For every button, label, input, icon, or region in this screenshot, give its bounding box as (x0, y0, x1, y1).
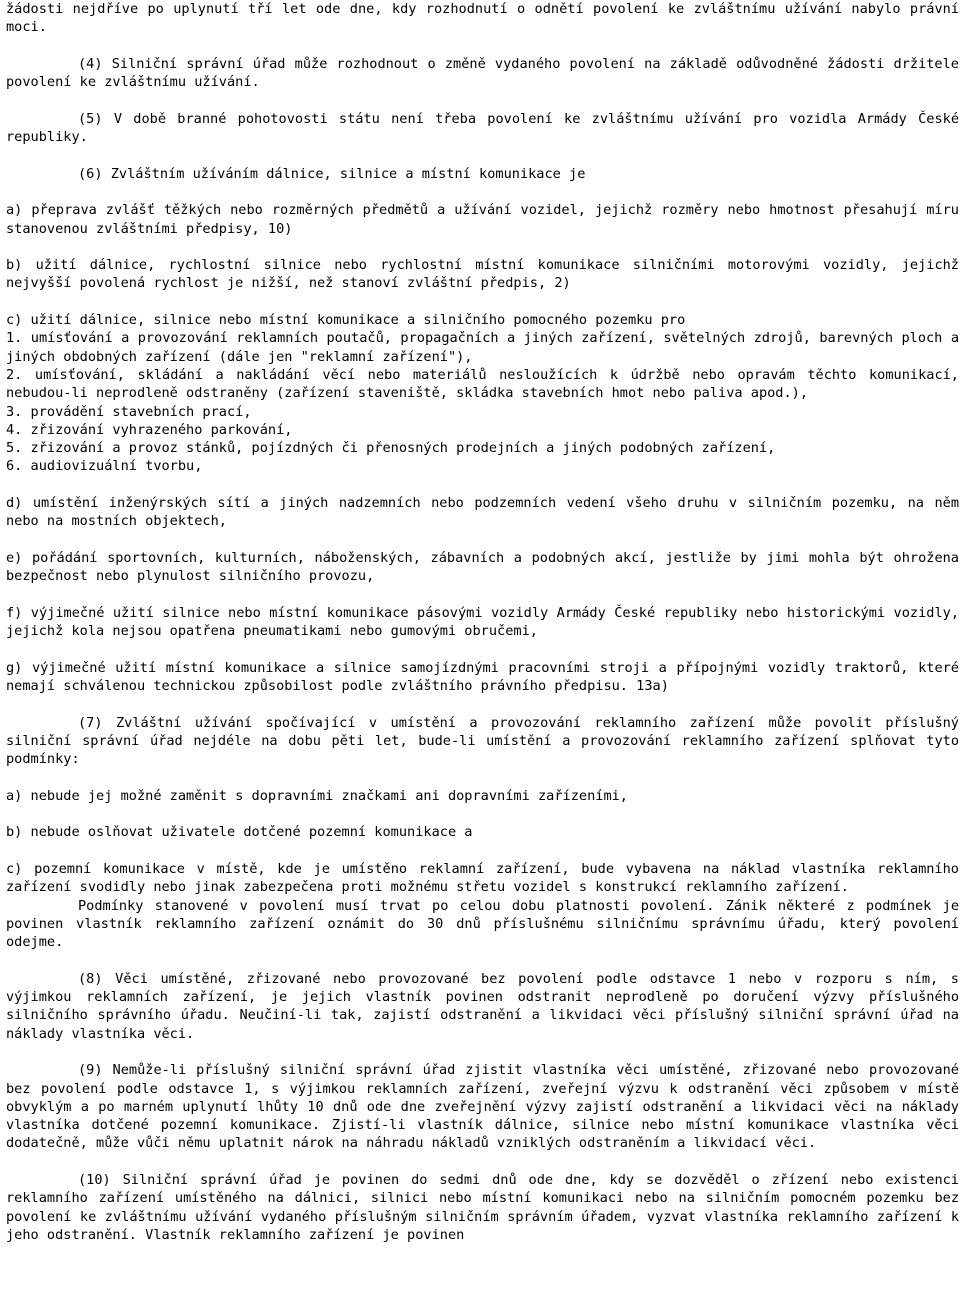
paragraph-8: 2. umísťování, skládání a nakládání věcí nebo materiálů nesloužících k údržbě nebo opravám těchto komunikací, nebudou-li neprodleně odstraněny (zařízení staveniště, skládka stavebních hmot nebo paliva apod.), (6, 366, 959, 402)
paragraph-7: 1. umísťování a provozování reklamních poutačů, propagačních a jiných zařízení, světelných zdrojů, barevných ploch a jiných obdobných zařízení (dále jen "reklamní zařízení"), (6, 330, 959, 365)
paragraph-23: (9) Nemůže-li příslušný silniční správní úřad zjistit vlastníka věci umístěné, zřizované nebo provozované bez povolení podle odstavce 1, s výjimkou reklamních zařízení, zveřejní výzvu k odstranění věci způsobem v místě obvyklým a po marném uplynutí lhůty 10 dnů ode dne zveřejnění výzvy zajistí odstranění a likvidaci věci na náklady vlastníka dotčené pozemní komunikace. Zjistí-li vlastník dálnice, silnice nebo místní komunikace vlastníka věci dodatečně, může vůči němu uplatnit nárok na náhradu nákladů vzniklých odstraněním a likvidací věci. (6, 1062, 959, 1152)
paragraph-13: d) umístění inženýrských sítí a jiných nadzemních nebo podzemních vedení všeho druhu v silničním pozemku, na něm nebo na mostních objektech, (6, 495, 959, 530)
paragraph-6: c) užití dálnice, silnice nebo místní komunikace a silničního pomocného pozemku pro (6, 312, 686, 329)
paragraph-16: g) výjimečné užití místní komunikace a silnice samojízdnými pracovními stroji a přípojnými vozidly traktorů, které nemají schválenou technickou způsobilost podle zvláštního právního předpisu. 13a) (6, 659, 959, 694)
paragraph-17: (7) Zvláštní užívání spočívající v umístění a provozování reklamního zařízení může povolit příslušný silniční správní úřad nejdéle na dobu pěti let, bude-li umístění a provozování reklamního zařízení splňovat tyto podmínky: (6, 714, 959, 768)
paragraph-15: f) výjimečné užití silnice nebo místní komunikace pásovými vozidly Armády České republiky nebo historickými vozidly, jejichž kola nejsou opatřena pneumatikami nebo gumovými obručemi, (6, 604, 959, 640)
paragraph-18: a) nebude jej možné zaměnit s dopravními značkami ani dopravními zařízeními, (6, 787, 628, 804)
paragraph-24: (10) Silniční správní úřad je povinen do sedmi dnů ode dne, kdy se dozvěděl o zřízení nebo existenci reklamního zařízení umístěného na dálnici, silnici nebo místní komunikaci nebo na silničním pomocném pozemku bez povolení ke zvláštnímu užívání vydaného příslušným silničním správním úřadem, vyzvat vlastníka reklamního zařízení k jeho odstranění. Vlastník reklamního zařízení je povinen (6, 1172, 959, 1243)
paragraph-11: 5. zřizování a provoz stánků, pojízdných či přenosných prodejních a jiných podobných zařízení, (6, 440, 776, 457)
paragraph-9: 3. provádění stavebních prací, (6, 403, 252, 420)
paragraph-12: 6. audiovizuální tvorbu, (6, 458, 203, 475)
paragraph-3: (6) Zvláštním užíváním dálnice, silnice a místní komunikace je (78, 165, 586, 182)
paragraph-2: (5) V době branné pohotovosti státu není třeba povolení ke zvláštnímu užívání pro vozidla Armády České republiky. (6, 110, 959, 146)
paragraph-10: 4. zřizování vyhrazeného parkování, (6, 421, 293, 438)
paragraph-4: a) přeprava zvlášť těžkých nebo rozměrných předmětů a užívání vozidel, jejichž rozměry nebo hmotnost přesahují míru stanovenou zvláštními předpisy, 10) (6, 202, 959, 237)
paragraph-1: (4) Silniční správní úřad může rozhodnout o změně vydaného povolení na základě odůvodněné žádosti držitele povolení ke zvláštnímu užívání. (6, 55, 959, 91)
paragraph-20: c) pozemní komunikace v místě, kde je umístěno reklamní zařízení, bude vybavena na náklad vlastníka reklamního zařízení svodidly nebo jinak zabezpečena proti možnému střetu vozidel s konstrukcí reklamního zařízení. (6, 860, 959, 896)
paragraph-5: b) užití dálnice, rychlostní silnice nebo rychlostní místní komunikace silničními motorovými vozidly, jejichž nejvyšší povolená rychlost je nižší, než stanoví zvláštní předpis, 2) (6, 257, 959, 292)
paragraph-19: b) nebude oslňovat uživatele dotčené pozemní komunikace a (6, 824, 473, 841)
paragraph-14: e) pořádání sportovních, kulturních, náboženských, zábavních a podobných akcí, jestliže by jimi mohla být ohrožena bezpečnost nebo plynulost silničního provozu, (6, 549, 959, 585)
document-body (6, 0, 959, 1244)
paragraph-22: (8) Věci umístěné, zřizované nebo provozované bez povolení podle odstavce 1 nebo v rozporu s ním, s výjimkou reklamních zařízení, je jejich vlastník povinen odstranit neprodleně po doručení výzvy příslušného silničního správního úřadu. Neučiní-li tak, zajistí odstranění a likvidaci věci příslušný silniční správní úřad na náklady vlastníka věci. (6, 970, 959, 1042)
paragraph-0: žádosti nejdříve po uplynutí tří let ode dne, kdy rozhodnutí o odnětí povolení ke zvláštnímu užívání nabylo právní moci. (6, 1, 959, 36)
paragraph-21: Podmínky stanovené v povolení musí trvat po celou dobu platnosti povolení. Zánik některé z podmínek je povinen vlastník reklamního zařízení oznámit do 30 dnů příslušnému silničnímu správnímu úřadu, který povolení odejme. (6, 897, 959, 951)
